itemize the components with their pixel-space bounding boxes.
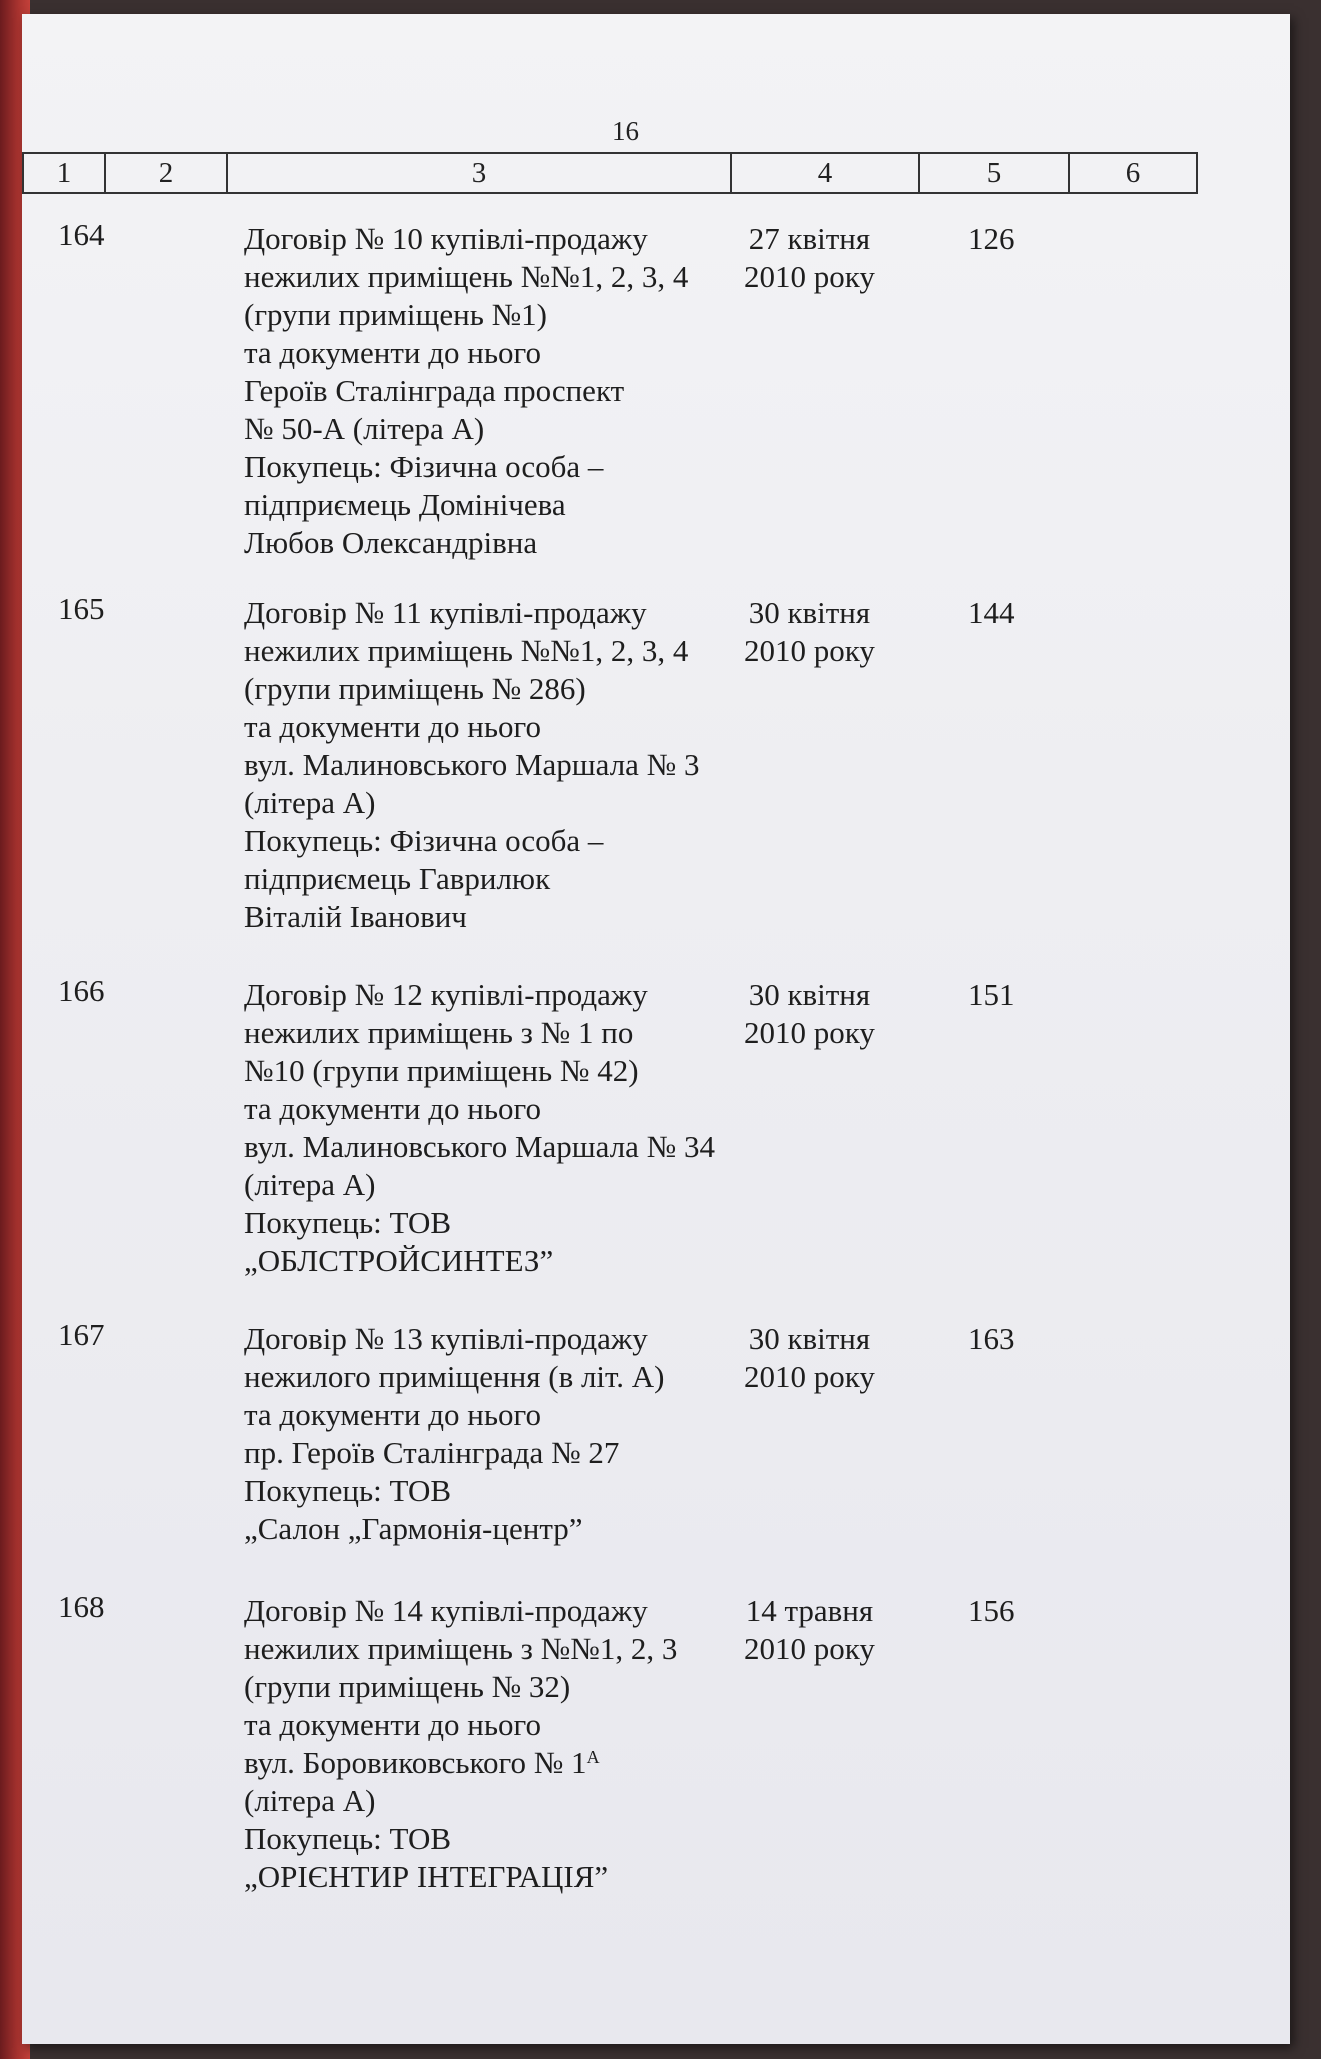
- address-text: вул. Боровиковського № 1: [244, 1745, 587, 1780]
- entry-number: 165: [58, 591, 105, 626]
- description-line: пр. Героїв Сталінграда № 27: [244, 1435, 620, 1470]
- description-line: №10 (групи приміщень № 42): [244, 1053, 639, 1088]
- description-line: Покупець: ТОВ: [244, 1821, 452, 1856]
- description-line: та документи до нього: [244, 1091, 541, 1126]
- date-day: 30 квітня: [748, 1321, 871, 1356]
- description-line: нежилих приміщень з № 1 по: [244, 1015, 634, 1050]
- entry-page: 126: [968, 221, 1015, 256]
- description-line: Договір № 13 купівлі-продажу: [244, 1321, 648, 1356]
- description-line: Договір № 12 купівлі-продажу: [244, 977, 648, 1012]
- date-day: 27 квітня: [748, 221, 871, 256]
- header-col-3: 3: [226, 152, 730, 194]
- header-col-6: 6: [1068, 152, 1198, 194]
- entry-description: [244, 594, 700, 936]
- description-line: підприємець Домінічева: [244, 487, 566, 522]
- description-line: „Салон „Гармонія-центр”: [244, 1511, 583, 1546]
- description-line: та документи до нього: [244, 335, 541, 370]
- description-line: (групи приміщень № 32): [244, 1669, 571, 1704]
- description-line: Покупець: Фізична особа –: [244, 449, 604, 484]
- description-line: (літера А): [244, 1167, 376, 1202]
- description-line: (групи приміщень №1): [244, 297, 547, 332]
- description-line: Героїв Сталінграда проспект: [244, 373, 625, 408]
- description-line: (літера А): [244, 1783, 376, 1818]
- page-number: 16: [612, 116, 639, 146]
- superscript-letter: А: [586, 1747, 600, 1767]
- date-year: 2010 року: [744, 259, 875, 294]
- description-line: нежилих приміщень №№1, 2, 3, 4: [244, 633, 689, 668]
- date-year: 2010 року: [744, 1631, 875, 1666]
- description-line: нежилих приміщень з №№1, 2, 3: [244, 1631, 678, 1666]
- description-line: вул. Малиновського Маршала № 3: [244, 747, 700, 782]
- header-col-1: 1: [22, 152, 104, 194]
- entry-number: 168: [58, 1589, 105, 1624]
- entry-description: [244, 976, 715, 1280]
- entry-page: 144: [968, 595, 1015, 630]
- description-line: (групи приміщень № 286): [244, 671, 586, 706]
- entry-date: [744, 1592, 875, 1668]
- description-line: Покупець: ТОВ: [244, 1473, 452, 1508]
- date-day: 14 травня: [745, 1593, 874, 1628]
- description-line: нежилих приміщень №№1, 2, 3, 4: [244, 259, 689, 294]
- description-line: Любов Олександрівна: [244, 525, 538, 560]
- description-line: підприємець Гаврилюк: [244, 861, 551, 896]
- description-line: Покупець: Фізична особа –: [244, 823, 604, 858]
- description-line: [244, 1744, 677, 1782]
- entry-page: 156: [968, 1593, 1015, 1628]
- entry-description: [244, 1320, 664, 1548]
- description-line: Договір № 11 купівлі-продажу: [244, 595, 647, 630]
- description-line: Покупець: ТОВ: [244, 1205, 452, 1240]
- description-line: Договір № 14 купівлі-продажу: [244, 1593, 648, 1628]
- entry-date: [744, 976, 875, 1052]
- date-year: 2010 року: [744, 1359, 875, 1394]
- entry-number: 166: [58, 973, 105, 1008]
- description-line: Договір № 10 купівлі-продажу: [244, 221, 648, 256]
- entry-page: 163: [968, 1321, 1015, 1356]
- header-col-5: 5: [918, 152, 1068, 194]
- entry-page: 151: [968, 977, 1015, 1012]
- date-year: 2010 року: [744, 1015, 875, 1050]
- date-day: 30 квітня: [748, 977, 871, 1012]
- description-line: вул. Малиновського Маршала № 34: [244, 1129, 715, 1164]
- entry-description: [244, 1592, 677, 1896]
- description-line: та документи до нього: [244, 1397, 541, 1432]
- entry-date: [744, 220, 875, 296]
- entry-number: 164: [58, 217, 105, 252]
- description-line: „ОРІЄНТИР ІНТЕГРАЦІЯ”: [244, 1859, 609, 1894]
- entry-date: [744, 594, 875, 670]
- date-day: 30 квітня: [748, 595, 871, 630]
- description-line: Віталій Іванович: [244, 899, 467, 934]
- entry-description: [244, 220, 688, 562]
- entry-number: 167: [58, 1317, 105, 1352]
- document-page: [22, 14, 1290, 2044]
- description-line: № 50-А (літера А): [244, 411, 485, 446]
- description-line: нежилого приміщення (в літ. А): [244, 1359, 665, 1394]
- description-line: (літера А): [244, 785, 376, 820]
- entry-date: [744, 1320, 875, 1396]
- header-col-4: 4: [730, 152, 918, 194]
- description-line: „ОБЛСТРОЙСИНТЕЗ”: [244, 1243, 554, 1278]
- header-col-2: 2: [104, 152, 226, 194]
- date-year: 2010 року: [744, 633, 875, 668]
- description-line: та документи до нього: [244, 709, 541, 744]
- description-line: та документи до нього: [244, 1707, 541, 1742]
